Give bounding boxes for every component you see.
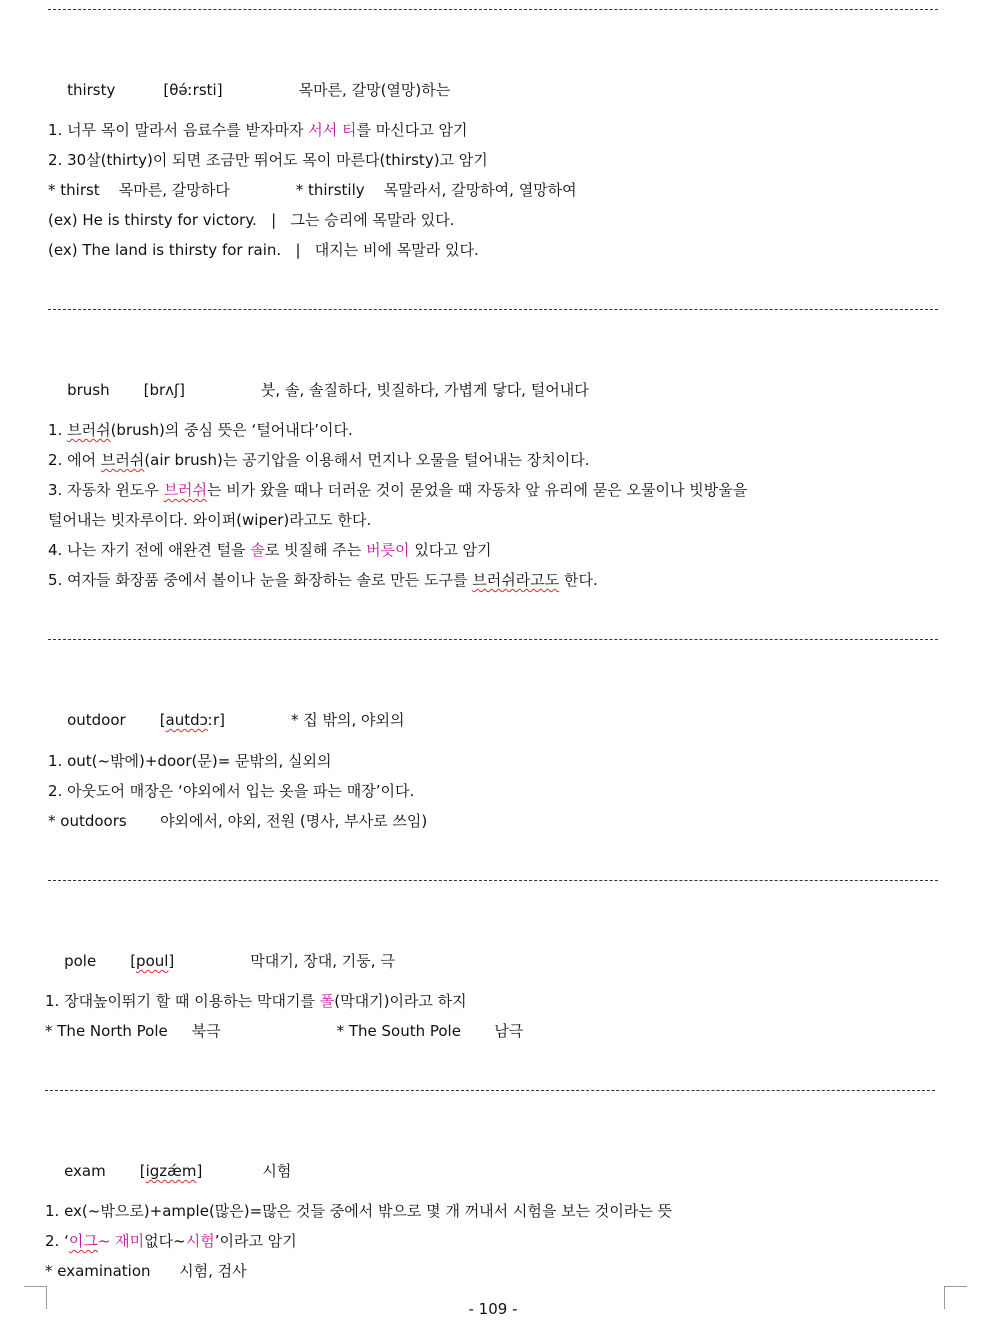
entry-line: 5. 여자들 화장품 중에서 볼이나 눈을 화장하는 솔로 만든 도구를 브러쉬라고도 한다. [48,571,598,589]
pronunciation: [θə́ːrsti] [163,81,223,99]
headword: outdoor [67,711,126,729]
entry-line: 1. 너무 목이 말라서 음료수를 받자마자 서서 티를 마신다고 암기 [48,121,468,139]
entry-line: 1. 브러쉬(brush)의 중심 뜻은 ‘털어내다’이다. [48,421,353,439]
example-line: (ex) The land is thirsty for rain. | 대지는 비에 목말라 있다. [48,241,479,259]
highlight-text: 이그 [68,1232,98,1250]
entry-headword-outdoor [48,690,404,750]
separator-line [48,309,938,310]
entry-headword-exam [45,1141,291,1201]
entry-headword-brush [48,360,589,420]
entry-headword-pole [45,931,395,991]
entry-line: 1. ex(~밖으로)+ample(많은)=많은 것들 중에서 밖으로 몇 개 꺼내서 시험을 보는 것이라는 뜻 [45,1202,673,1220]
entry-line: 2. ‘이그~ 재미없다~시험’이라고 암기 [45,1232,297,1250]
meaning: 붓, 솔, 솔질하다, 빗질하다, 가볍게 닿다, 털어내다 [260,381,589,399]
headword: exam [64,1162,106,1180]
entry-line: * examination 시험, 검사 [45,1262,247,1280]
meaning: * 집 밖의, 야외의 [290,711,405,729]
page-number: - 109 - [468,1300,518,1318]
entry-line: 2. 30살(thirty)이 되면 조금만 뛰어도 목이 마른다(thirsty)고 암기 [48,151,488,169]
meaning: 목마른, 갈망(열망)하는 [298,81,451,99]
pronunciation: [brʌʃ] [143,381,185,399]
separator-line [48,880,938,881]
pronunciation: [autdɔːr] [159,711,225,729]
separator-line [48,639,938,640]
entry-line: 1. out(~밖에)+door(문)= 문밖의, 실외의 [48,752,332,770]
entry-line: 2. 아웃도어 매장은 ‘야외에서 입는 옷을 파는 매장’이다. [48,782,415,800]
entry-line: * The North Pole 북극 * The South Pole 남극 [45,1022,524,1040]
entry-line: * outdoors 야외에서, 야외, 전원 (명사, 부사로 쓰임) [48,812,428,830]
entry-line: 1. 장대높이뛰기 할 때 이용하는 막대기를 폴(막대기)이라고 하지 [45,992,467,1010]
meaning: 막대기, 장대, 기둥, 극 [250,952,395,970]
highlight-text: 솔 [250,541,265,559]
separator-line [48,9,938,10]
highlight-text: 폴 [319,992,335,1010]
entry-line: 4. 나는 자기 전에 애완견 털을 솔로 빗질해 주는 버릇이 있다고 암기 [48,541,492,559]
entry-line: 2. 에어 브러쉬(air brush)는 공기압을 이용해서 먼지나 오물을 털어내는 장치이다. [48,451,590,469]
highlight-text: 시험 [185,1232,215,1250]
entry-line: 3. 자동차 윈도우 브러쉬는 비가 왔을 때나 더러운 것이 묻었을 때 자동차 앞 유리에 묻은 오물이나 빗방울을 [48,481,748,499]
example-line: (ex) He is thirsty for victory. | 그는 승리에 목말라 있다. [48,211,455,229]
highlight-text: 버릇이 [366,541,410,559]
entry-line: 털어내는 빗자루이다. 와이퍼(wiper)라고도 한다. [48,511,372,529]
headword: pole [64,952,97,970]
pronunciation: [poul] [130,952,175,970]
headword: brush [67,381,110,399]
entry-headword-thirsty [48,60,450,120]
headword: thirsty [67,81,116,99]
pronunciation: [igzǽm] [139,1162,203,1180]
highlight-text: 브러쉬 [163,481,208,499]
separator-line [45,1090,935,1091]
entry-line: * thirst 목마른, 갈망하다 * thirstily 목말라서, 갈망하여, 열망하여 [48,181,577,199]
meaning: 시험 [262,1162,292,1180]
highlight-text: 서서 티 [308,121,357,139]
highlight-text: ~ 재미 [97,1232,145,1250]
